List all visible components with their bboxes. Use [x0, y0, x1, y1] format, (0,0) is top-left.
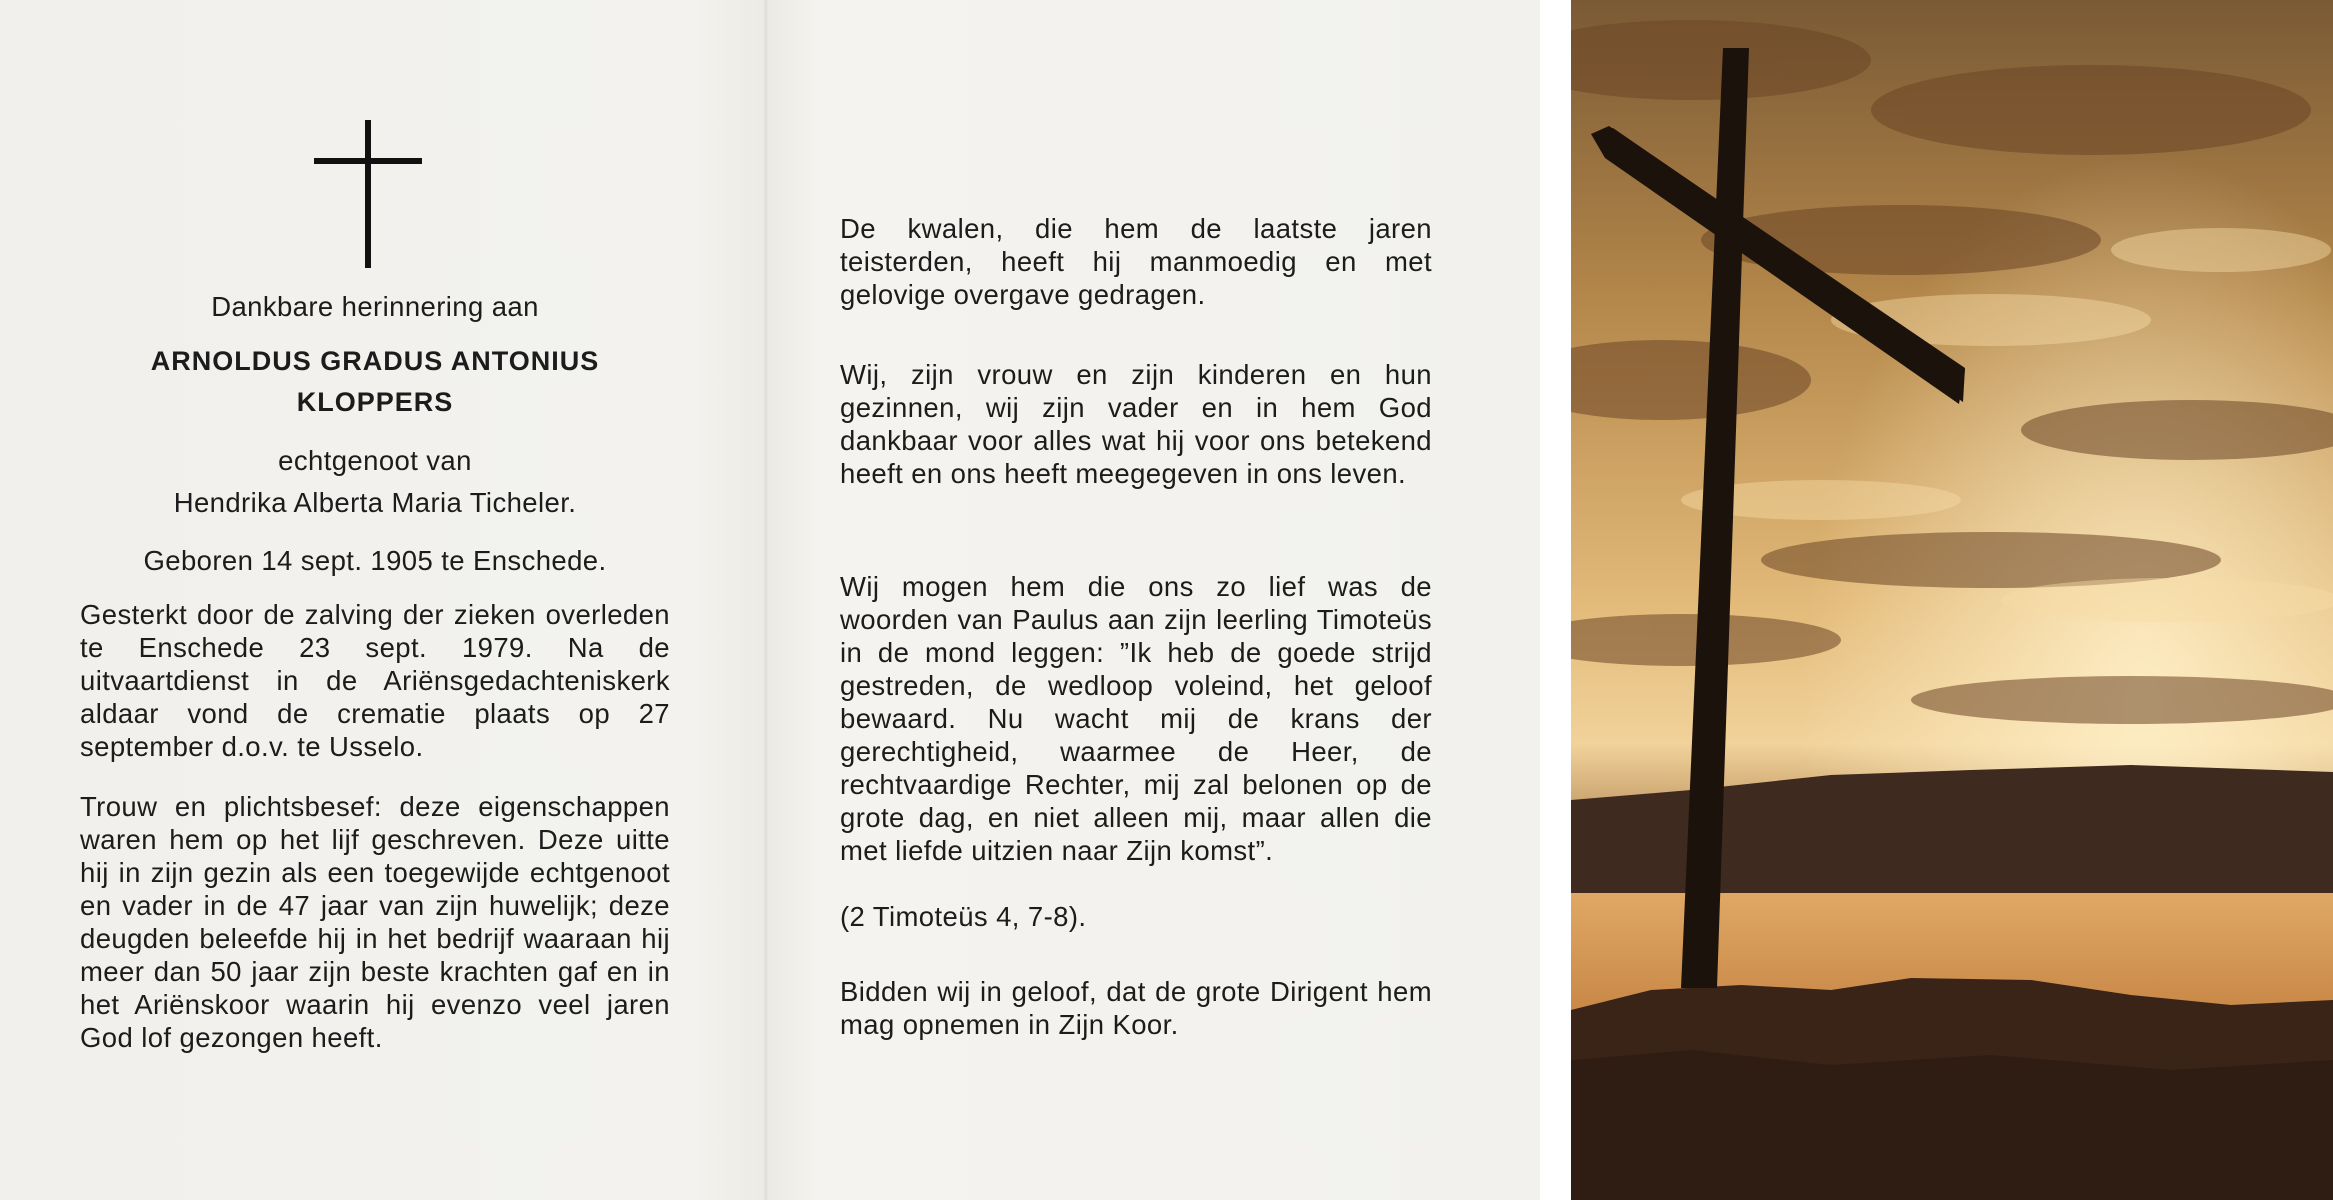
family-paragraph: Wij, zijn vrouw en zijn kinderen en hun gezinnen, wij zijn vader en in hem God dankbaar voor alles wat hij voor ons betekend heeft en ons heeft meegegeven in ons leven. — [840, 359, 1432, 489]
scripture-paragraph: Wij mogen hem die ons zo lief was de woorden van Paulus aan zijn leerling Timoteüs in de mond leggen: ”Ik heb de goede strijd gestreden, de wedloop voleind, het geloof bewaard. Nu wacht mij de krans der gerechtigheid, waarmee de Heer, de rechtvaardige Rechter, mij zal belonen op de grote dag, en niet alleen mij, maar allen die met liefde uitzien naar Zijn komst”. — [840, 571, 1432, 866]
prayer-paragraph: Bidden wij in geloof, dat de grote Dirigent hem mag opnemen in Zijn Koor. — [840, 976, 1432, 1040]
card-fold — [764, 0, 768, 1200]
wooden-cross-at-sunset-photo — [1571, 0, 2333, 1200]
scripture-reference: (2 Timoteüs 4, 7-8). — [840, 901, 1087, 932]
birth-line: Geboren 14 sept. 1905 te Enschede. — [143, 545, 607, 576]
spouse-label: echtgenoot van — [278, 445, 472, 476]
cross-icon — [314, 120, 422, 268]
deceased-name-line1: ARNOLDUS GRADUS ANTONIUS — [150, 346, 600, 376]
intro-text: Dankbare herinnering aan — [211, 291, 539, 322]
spouse-name: Hendrika Alberta Maria Ticheler. — [173, 487, 577, 518]
character-paragraph: Trouw en plichtsbesef: deze eigenschappen waren hem op het lijf geschreven. Deze uitte hij in zijn gezin als een toegewijde echtgenoot en vader in de 47 jaar van zijn huwelijk; deze deugden beleefde hij in het bedrijf waaraan hij meer dan 50 jaar zijn beste krachten gaf en in het Ariënskoor waarin hij evenzo veel jaren God lof gezongen heeft. — [80, 791, 670, 1053]
illness-paragraph: De kwalen, die hem de laatste jaren teisterden, heeft hij manmoedig en met gelovige overgave gedragen. — [840, 213, 1432, 310]
deceased-name-line2: KLOPPERS — [296, 387, 454, 417]
death-paragraph: Gesterkt door de zalving der zieken overleden te Enschede 23 sept. 1979. Na de uitvaartdienst in de Ariënsgedachteniskerk aldaar vond de crematie plaats op 27 september d.o.v. te Usselo. — [80, 599, 670, 762]
